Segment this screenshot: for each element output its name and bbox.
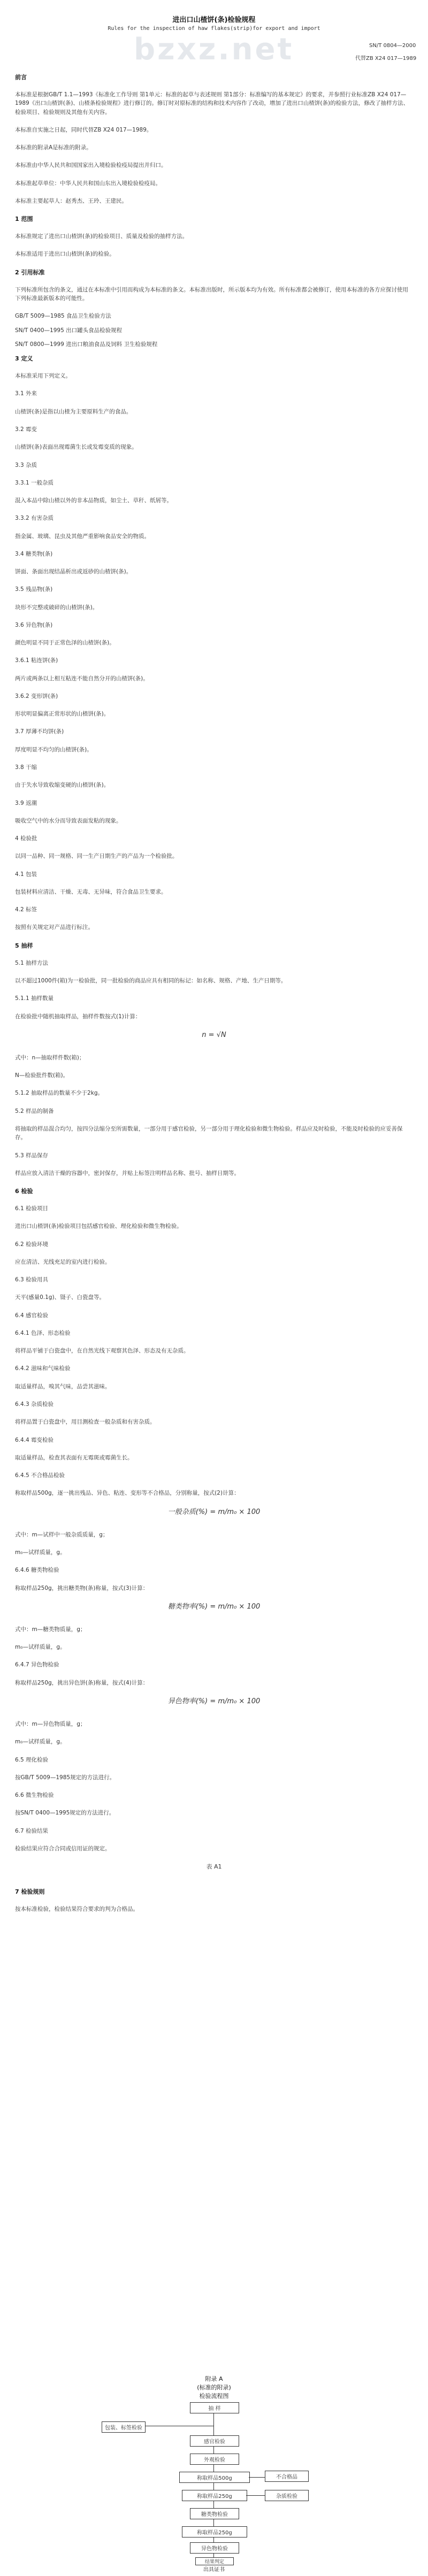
paragraph: 6.4 感官检验 <box>15 1312 49 1319</box>
paragraph: 6.4.1 色泽、形态检验 <box>15 1329 71 1336</box>
paragraph: 本标准主要起草人：赵秀杰、王玲、王建民。 <box>15 197 127 204</box>
formula <box>15 1507 413 1518</box>
flow-box-impurity: 杂质检验 <box>265 2490 309 2501</box>
paragraph: N—检验批件数(箱)。 <box>15 1072 69 1079</box>
paragraph: 以不超过1000件(箱)为一检验批，同一批检验的商品应具有相同的标记：如名称、规格、产地、生产日期等。 <box>15 977 287 984</box>
paragraph: 本标准的附录A是标准的附录。 <box>15 144 92 151</box>
reference-item: SN/T 0400—1995 出口罐头食品检验规程 <box>15 327 123 334</box>
paragraph: 本标准是根据GB/T 1.1—1993《标准化工作导则 第1单元：标准的起草与表述规则 第1部分：标准编写的基本规定》的要求，并参照行业标准ZB X24 017—1989《出口山楂饼(条)、山楂条检验规程》进行修订的。修订时对原标准的结构和技术内容作了改动，增加了进出口山楂饼(条)的检验方法，修改了抽样方法、检验项目、检验规则及其他有关内容。 <box>15 91 409 116</box>
flow-box-weigh-250b: 称取样品250g <box>182 2526 247 2537</box>
paragraph: 6.4.7 异色物检验 <box>15 1662 59 1668</box>
paragraph: m₀—试样质量，g。 <box>15 1644 66 1651</box>
formula <box>15 1696 413 1707</box>
appendix-subtitle: (标准的附录) <box>197 2384 231 2391</box>
paragraph: 将样品平铺于白瓷盘中，在自然光线下观察其色泽、形态及有无杂质。 <box>15 1348 189 1355</box>
paragraph: 式中：m—异色物质量，g； <box>15 1721 86 1728</box>
paragraph: 3.6 异色物(条) <box>15 621 53 628</box>
paragraph: 取适量样品，检查其表面有无霉斑或霉菌生长。 <box>15 1454 133 1461</box>
paragraph: 本标准由中华人民共和国国家出入境检验检疫局提出并归口。 <box>15 162 167 169</box>
paragraph: 3.3.1 一般杂质 <box>15 479 54 486</box>
paragraph: 在检验批中随机抽取样品，抽样件数按式(1)计算： <box>15 1013 141 1020</box>
paragraph: 6.4.3 杂质检验 <box>15 1401 54 1408</box>
section-heading: 2 引用标准 <box>15 268 45 276</box>
paragraph: 4.1 包装 <box>15 871 37 878</box>
paragraph: 指金属、玻璃、昆虫及其他严重影响食品安全的物质。 <box>15 533 150 540</box>
paragraph: 3.6.2 变形饼(条) <box>15 693 58 699</box>
formula <box>15 1030 413 1041</box>
paragraph: 检验结果应符合合同或信用证的规定。 <box>15 1846 111 1852</box>
section-heading: 6 检验 <box>15 1188 33 1195</box>
paragraph: 本标准规定了进出口山楂饼(条)的检验项目、质量及检验的抽样方法。 <box>15 233 188 240</box>
paragraph: 3.8 干缩 <box>15 764 37 771</box>
paragraph: 4.2 标签 <box>15 906 37 913</box>
paragraph: 3.7 厚薄不均饼(条) <box>15 728 64 735</box>
reference-item: SN/T 0800—1999 进出口粮油食品及饲料 卫生检验规程 <box>15 341 158 348</box>
paragraph: 称取样品250g，挑出异色饼(条)称量，按式(4)计算： <box>15 1679 149 1686</box>
paragraph: 进出口山楂饼(条)检验项目包括感官检验、理化检验和微生物检验。 <box>15 1223 182 1230</box>
paragraph: 6.1 检验项目 <box>15 1205 49 1212</box>
paragraph: m₀—试样质量，g。 <box>15 1549 66 1556</box>
formula-text: 一般杂质(%) = m/m₀ × 100 <box>167 1508 261 1516</box>
flow-box-defective: 不合格品 <box>265 2471 309 2482</box>
paragraph: 山楂饼(条)表面出现霉菌生长或发霉变质的现象。 <box>15 444 137 451</box>
watermark: bzxz.net <box>134 32 294 67</box>
paragraph: 6.4.6 糖类物检验 <box>15 1567 59 1574</box>
paragraph: 按GB/T 5009—1985规定的方法进行。 <box>15 1774 116 1781</box>
paragraph: 将样品置于白瓷盘中，用目测检查一般杂质和有害杂质。 <box>15 1419 156 1426</box>
paragraph: 吸收空气中的水分而导致表面发粘的现象。 <box>15 817 122 824</box>
paragraph: 5.1.2 抽取样品的数量不少于2kg。 <box>15 1090 103 1097</box>
table-caption: 表 A1 <box>206 1863 222 1871</box>
paragraph: 颜色明显不同于正常色泽的山楂饼(条)。 <box>15 640 115 647</box>
paragraph: 下列标准所包含的条文，通过在本标准中引用而构成为本标准的条文。本标准出版时，所示版本均为有效。所有标准都会被修订，使用本标准的各方应探讨使用下列标准最新版本的可能性。 <box>15 286 408 302</box>
paragraph: 6.3 检验用具 <box>15 1277 49 1283</box>
document-body <box>15 70 413 1923</box>
document-title-en: Rules for the inspection of haw flakes(strip)for export and import <box>108 26 320 32</box>
paragraph: 5.1.1 抽样数量 <box>15 995 54 1002</box>
paragraph: 按本标准检验，检验结果符合要求的判为合格品。 <box>15 1906 139 1913</box>
section-heading: 前言 <box>15 74 27 81</box>
paragraph: 本标准起草单位：中华人民共和国山东出入境检验检疫局。 <box>15 180 161 187</box>
paragraph: 3.1 外来 <box>15 390 37 397</box>
document-title: 进出口山楂饼(条)检验规程 <box>172 16 256 24</box>
paragraph: 5.1 抽样方法 <box>15 959 49 966</box>
paragraph: 3.9 返潮 <box>15 799 37 806</box>
paragraph: 3.3 杂质 <box>15 462 37 468</box>
paragraph: 6.4.2 滋味和气味检验 <box>15 1365 71 1372</box>
paragraph: 3.2 霉变 <box>15 426 37 433</box>
paragraph: 式中：m—试样中一般杂质质量，g； <box>15 1531 109 1538</box>
paragraph: 称取样品500g，逐一挑出残品、异色、粘连、变形等不合格品，分别称量，按式(2)计算： <box>15 1490 240 1497</box>
paragraph: 厚度明显不均匀的山楂饼(条)。 <box>15 746 93 753</box>
paragraph: 本标准适用于进出口山楂饼(条)的检验。 <box>15 251 115 258</box>
figure-title: 检验流程图 <box>199 2393 229 2400</box>
paragraph: 以同一品种、同一规格、同一生产日期生产的产品为一个检验批。 <box>15 853 178 860</box>
paragraph: 6.7 检验结果 <box>15 1827 49 1834</box>
paragraph: 式中：n—抽取样件数(箱)； <box>15 1054 85 1061</box>
paragraph: 6.2 检验环境 <box>15 1241 49 1248</box>
flow-box-weigh-250a: 称取样品250g <box>182 2490 247 2501</box>
paragraph: 块形不完整或破碎的山楂饼(条)。 <box>15 604 98 611</box>
flow-box-package: 包装、标签检验 <box>102 2421 146 2433</box>
paragraph: m₀—试样质量，g。 <box>15 1739 66 1745</box>
paragraph: 样品应放入清洁干燥的容器中，密封保存，并贴上标签注明样品名称、批号、抽样日期等。 <box>15 1170 240 1176</box>
formula-text: n = √N <box>202 1031 226 1039</box>
paragraph: 6.4.5 不合格品检验 <box>15 1472 65 1479</box>
paragraph: 3.6.1 粘连饼(条) <box>15 657 58 664</box>
appendix-title: 附录 A <box>205 2375 223 2382</box>
paragraph: 5.2 样品的制备 <box>15 1108 54 1114</box>
formula-text: 糖类物率(%) = m/m₀ × 100 <box>167 1602 261 1611</box>
paragraph: 本标准自实施之日起，同时代替ZB X24 017—1989。 <box>15 126 152 133</box>
flow-box-result: 结果判定 <box>195 2557 234 2565</box>
paragraph: 本标准采用下列定义。 <box>15 373 71 380</box>
paragraph: 6.4.4 霉变检验 <box>15 1436 54 1443</box>
section-heading: 1 范围 <box>15 216 33 223</box>
flow-box-certificate: 出具证书 <box>203 2567 225 2573</box>
paragraph: 混入本品中除山楂以外的非本品物质，如尘土、草秆、纸屑等。 <box>15 497 172 504</box>
paragraph: 称取样品250g，挑出糖类物(条)称量，按式(3)计算： <box>15 1585 149 1591</box>
flow-box-appearance: 外观检验 <box>190 2454 239 2465</box>
paragraph: 包装材料应清洁、干燥、无毒、无异味，符合食品卫生要求。 <box>15 888 167 895</box>
paragraph: 3.4 糖类物(条) <box>15 550 53 557</box>
flow-box-sensory: 感官检验 <box>190 2435 239 2447</box>
flow-box-color: 异色物检验 <box>190 2542 239 2554</box>
flow-box-weigh-500: 称取样品500g <box>179 2472 250 2483</box>
paragraph: 将抽取的样品混合均匀，按四分法缩分至所需数量，一部分用于感官检验，另一部分用于理化检验和微生物检验。样品应及时检验，不能及时检验的应妥善保存。 <box>15 1125 403 1141</box>
paragraph: 6.6 微生物检验 <box>15 1792 54 1799</box>
formula-text: 异色物率(%) = m/m₀ × 100 <box>167 1697 261 1706</box>
paragraph: 式中：m—糖类物质量，g； <box>15 1626 86 1633</box>
paragraph: 按SN/T 0400—1995规定的方法进行。 <box>15 1810 115 1817</box>
replaced-standard: 代替ZB X24 017—1989 <box>355 56 417 61</box>
paragraph: 取适量样品，嗅其气味，品尝其滋味。 <box>15 1383 111 1390</box>
paragraph: 4 检验批 <box>15 835 37 842</box>
paragraph: 由于失水导致收缩变硬的山楂饼(条)。 <box>15 782 110 789</box>
reference-item: GB/T 5009—1985 食品卫生检验方法 <box>15 313 111 320</box>
flow-box-sugar: 糖类物检验 <box>190 2508 239 2519</box>
paragraph: 按照有关规定对产品进行标注。 <box>15 924 94 931</box>
paragraph: 应在清洁、光线充足的室内进行检验。 <box>15 1258 111 1265</box>
paragraph: 形状明显偏离正常形状的山楂饼(条)。 <box>15 711 110 718</box>
flowchart <box>0 2374 428 2567</box>
paragraph: 6.5 理化检验 <box>15 1756 49 1763</box>
standard-number: SN/T 0804—2000 <box>369 43 416 49</box>
paragraph: 饼面、条面出现结晶析出或返砂的山楂饼(条)。 <box>15 568 132 575</box>
flow-box-sampling: 抽 样 <box>190 2402 239 2413</box>
paragraph: 天平(感量0.1g)、镊子、白瓷盘等。 <box>15 1294 105 1301</box>
paragraph: 5.3 样品保存 <box>15 1152 49 1159</box>
section-heading: 7 检验规则 <box>15 1888 45 1896</box>
paragraph: 3.5 残品物(条) <box>15 586 53 593</box>
paragraph: 山楂饼(条)是指以山楂为主要原料生产的食品。 <box>15 408 132 415</box>
paragraph: 3.3.2 有害杂质 <box>15 515 54 522</box>
section-heading: 5 抽样 <box>15 942 33 949</box>
paragraph: 两片或两条以上相互粘连不能自然分开的山楂饼(条)。 <box>15 675 149 682</box>
section-heading: 3 定义 <box>15 355 33 363</box>
formula <box>15 1602 413 1612</box>
